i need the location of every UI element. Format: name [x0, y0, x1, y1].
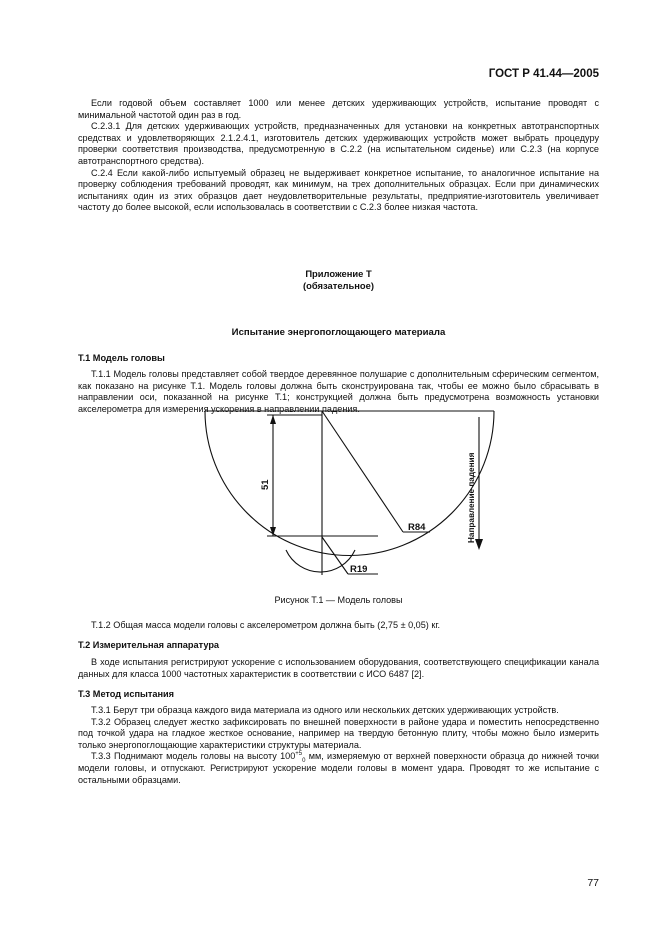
tolerance-subscript: 0 [302, 758, 306, 765]
direction-arrow-head [475, 539, 483, 550]
heading-t2: Т.2 Измерительная аппаратура [78, 640, 220, 650]
heading-t3: Т.3 Метод испытания [78, 689, 175, 699]
appendix-status: (обязательное) [303, 280, 374, 291]
paragraph-c-2-4: С.2.4 Если какой-либо испытуемый образец не выдерживает конкретное испытание, то аналогичное испытание на проверку соблюдения требований проводят, как минимум, на трех дополнительных образцах. Если при динамических испытаниях один из этих образцов дает неудовлетворительные результаты, предприятие-изготовитель увеличивает частоту до более высокой, если использовалась в соответствии с С.2.3 более низкая частота. [78, 167, 599, 213]
paragraph-c-2-3-1: С.2.3.1 Для детских удерживающих устройств, предназначенных для установки на конкретных автотранспортных средствах и удовлетворяющих 2.1.2.4.1, изготовитель детских удерживающих устройств может выбрать процедуру проверки соответствия производства, предусмотренную в С.2.2 (на испытательном сиденье) или С.2.3 (на корпусе автотранспортного средства). [78, 121, 599, 166]
dim-height-label: 51 [260, 479, 271, 490]
head-model-figure [78, 405, 599, 585]
dim-arrow-top [270, 415, 276, 424]
paragraph-t-3-1: Т.3.1 Берут три образца каждого вида материала из одного или нескольких детских удерживающих устройств. [91, 705, 559, 715]
appendix-title [78, 268, 599, 292]
paragraph-t-2: В ходе испытания регистрируют ускорение с использованием оборудования, соответствующего спецификации канала данных для класса 1000 частотных характеристик в соответствии с ИСО 6487 [2]. [78, 657, 599, 679]
paragraph-t-3-2: Т.3.2 Образец следует жестко зафиксировать по внешней поверхности в районе удара и поместить непосредственно под точкой удара на гладкое жесткое основание, например на твердую бетонную плиту, чтобы можно было измерить только энергопоглощающие характеристики структуры материала. [78, 716, 599, 750]
drop-direction-label: Направление падения [467, 452, 476, 543]
paragraph-t-1-1: Т.1.1 Модель головы представляет собой твердое деревянное полушарие с дополнительным сферическим сегментом, как показано на рисунке Т.1. Модель головы должна быть сконструирована так, чтобы ее можно было сбрасывать в направлении оси, показанной на рисунке Т.1; конструкцией должна быть предусмотрена возможность установки акселерометра для измерения ускорения в направлении падения. [78, 369, 599, 414]
intro-text [78, 98, 599, 214]
t-3-3-start: Т.3.3 Поднимают модель головы на высоту 100 [91, 751, 296, 762]
t-3-3-end: мм, измеряемую от верхней поверхности образца до нижней точки модели головы, и отпускают. Регистрируют ускорение модели головы в момент удара. Проводят то же испытание с остальными образцами. [78, 751, 599, 785]
radius-r19-label: R19 [350, 564, 368, 575]
paragraph-t-1-2: Т.1.2 Общая масса модели головы с акселерометром должна быть (2,75 ± 0,05) кг. [91, 620, 441, 630]
appendix-label: Приложение Т [305, 268, 372, 279]
hemisphere-outline [205, 411, 494, 556]
tolerance-superscript: +5 [295, 751, 303, 758]
r84-radius-line [322, 411, 403, 532]
figure-caption: Рисунок Т.1 — Модель головы [274, 595, 403, 605]
t2-text [78, 657, 599, 680]
section-title: Испытание энергопоглощающего материала [231, 327, 446, 338]
heading-t1: Т.1 Модель головы [78, 353, 165, 363]
t1-2-text [78, 620, 599, 632]
paragraph-annual-volume: Если годовой объем составляет 1000 или менее детских удерживающих устройств, испытание проводят с минимальной частотой один раз в год. [78, 98, 599, 120]
paragraph-t-3-3 [78, 751, 599, 786]
t3-text [78, 705, 599, 786]
radius-r84-label: R84 [408, 522, 426, 533]
page-number: 77 [587, 877, 599, 889]
standard-code: ГОСТ Р 41.44—2005 [488, 68, 599, 80]
